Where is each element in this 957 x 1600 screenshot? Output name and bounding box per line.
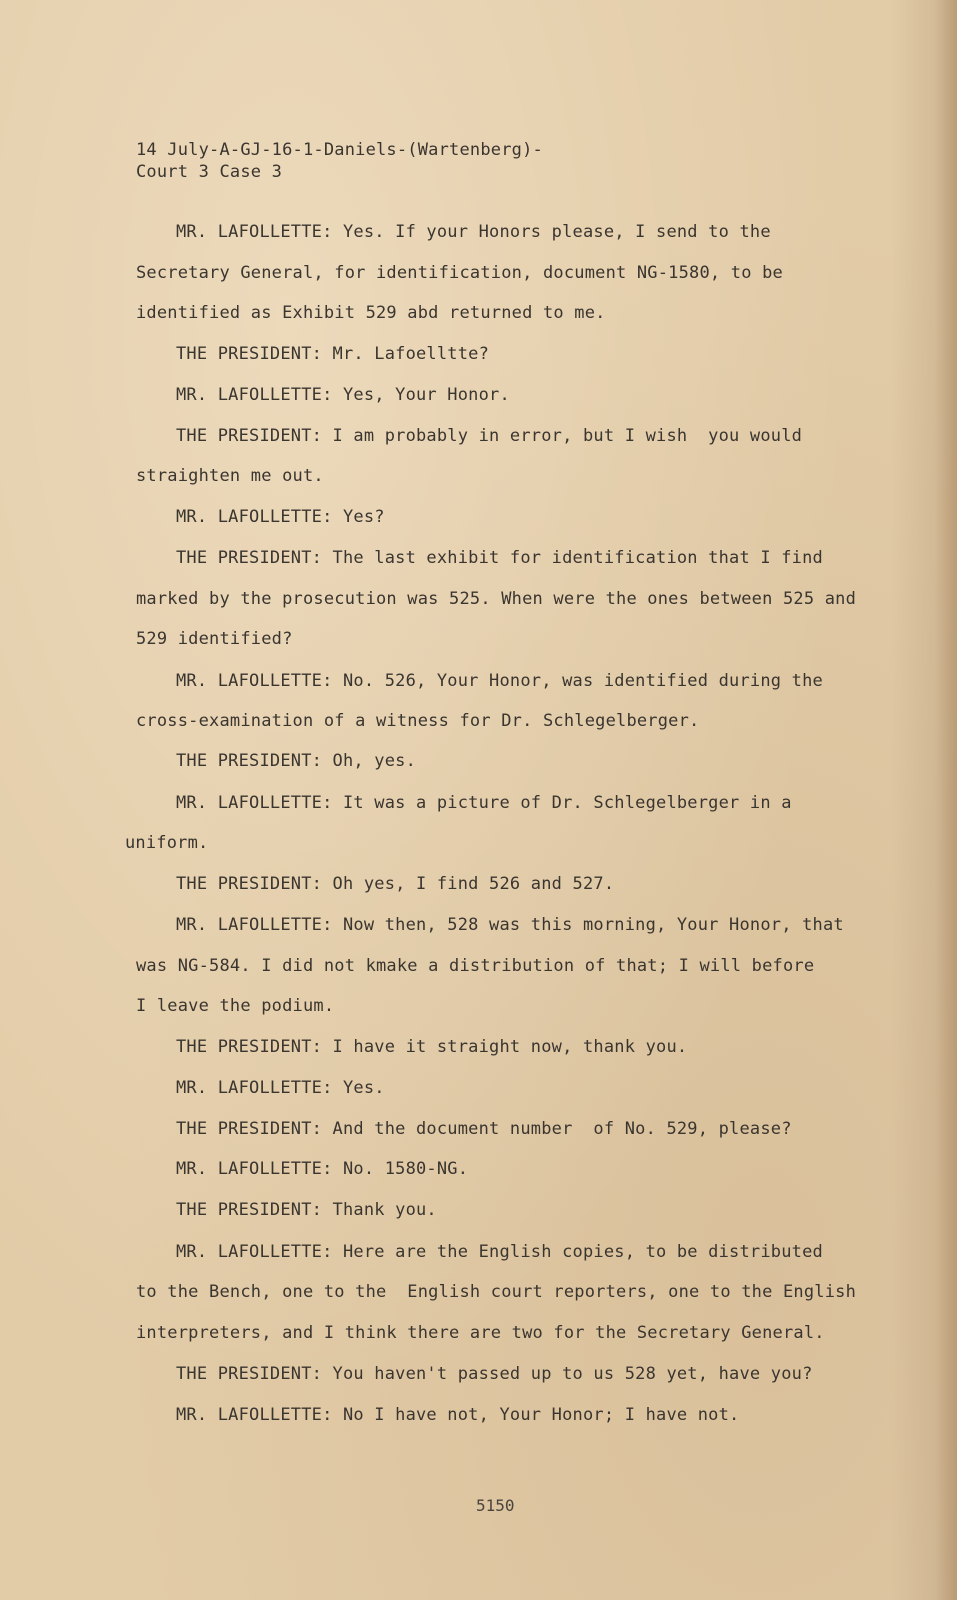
transcript-line: THE PRESIDENT: I am probably in error, but I wish you would: [176, 426, 803, 446]
transcript-line: THE PRESIDENT: Mr. Lafoelltte?: [176, 344, 490, 364]
transcript-line: identified as Exhibit 529 abd returned to me.: [136, 303, 606, 323]
transcript-line: MR. LAFOLLETTE: No I have not, Your Honor; I have not.: [176, 1405, 740, 1425]
transcript-line: MR. LAFOLLETTE: Here are the English copies, to be distributed: [176, 1242, 823, 1262]
transcript-line: 529 identified?: [136, 629, 293, 649]
transcript-line: I leave the podium.: [136, 996, 335, 1016]
transcript-line: Secretary General, for identification, document NG-1580, to be: [136, 263, 783, 283]
page-edge-shadow: [935, 0, 957, 1600]
transcript-line: straighten me out.: [136, 466, 324, 486]
transcript-line: was NG-584. I did not kmake a distribution of that; I will before: [136, 956, 815, 976]
transcript-line: THE PRESIDENT: The last exhibit for identification that I find: [176, 548, 823, 568]
transcript-line: THE PRESIDENT: Oh yes, I find 526 and 527.: [176, 874, 615, 894]
transcript-line: marked by the prosecution was 525. When were the ones between 525 and: [136, 589, 857, 609]
header-line-2: Court 3 Case 3: [136, 162, 283, 182]
transcript-line: MR. LAFOLLETTE: No. 526, Your Honor, was identified during the: [176, 671, 823, 691]
document-header: [136, 139, 543, 183]
transcript-line: MR. LAFOLLETTE: Yes, Your Honor.: [176, 385, 510, 405]
transcript-line: THE PRESIDENT: And the document number of No. 529, please?: [176, 1119, 792, 1139]
transcript-line: THE PRESIDENT: Thank you.: [176, 1200, 437, 1220]
header-line-1: 14 July-A-GJ-16-1-Daniels-(Wartenberg)-: [136, 140, 543, 160]
transcript-line: THE PRESIDENT: You haven't passed up to us 528 yet, have you?: [176, 1364, 813, 1384]
transcript-line: MR. LAFOLLETTE: Now then, 528 was this morning, Your Honor, that: [176, 915, 844, 935]
transcript-line: THE PRESIDENT: I have it straight now, thank you.: [176, 1037, 688, 1057]
transcript-line: MR. LAFOLLETTE: It was a picture of Dr. Schlegelberger in a: [176, 793, 792, 813]
page-number: 5150: [476, 1496, 515, 1515]
transcript-line: to the Bench, one to the English court reporters, one to the English: [136, 1282, 857, 1302]
transcript-line: THE PRESIDENT: Oh, yes.: [176, 751, 417, 771]
transcript-line: interpreters, and I think there are two for the Secretary General.: [136, 1323, 825, 1343]
transcript-line: MR. LAFOLLETTE: Yes. If your Honors please, I send to the: [176, 222, 771, 242]
transcript-line: MR. LAFOLLETTE: Yes?: [176, 507, 385, 527]
transcript-line: uniform.: [125, 833, 209, 853]
transcript-line: cross-examination of a witness for Dr. Schlegelberger.: [136, 711, 700, 731]
transcript-line: MR. LAFOLLETTE: Yes.: [176, 1078, 385, 1098]
transcript-line: MR. LAFOLLETTE: No. 1580-NG.: [176, 1159, 469, 1179]
